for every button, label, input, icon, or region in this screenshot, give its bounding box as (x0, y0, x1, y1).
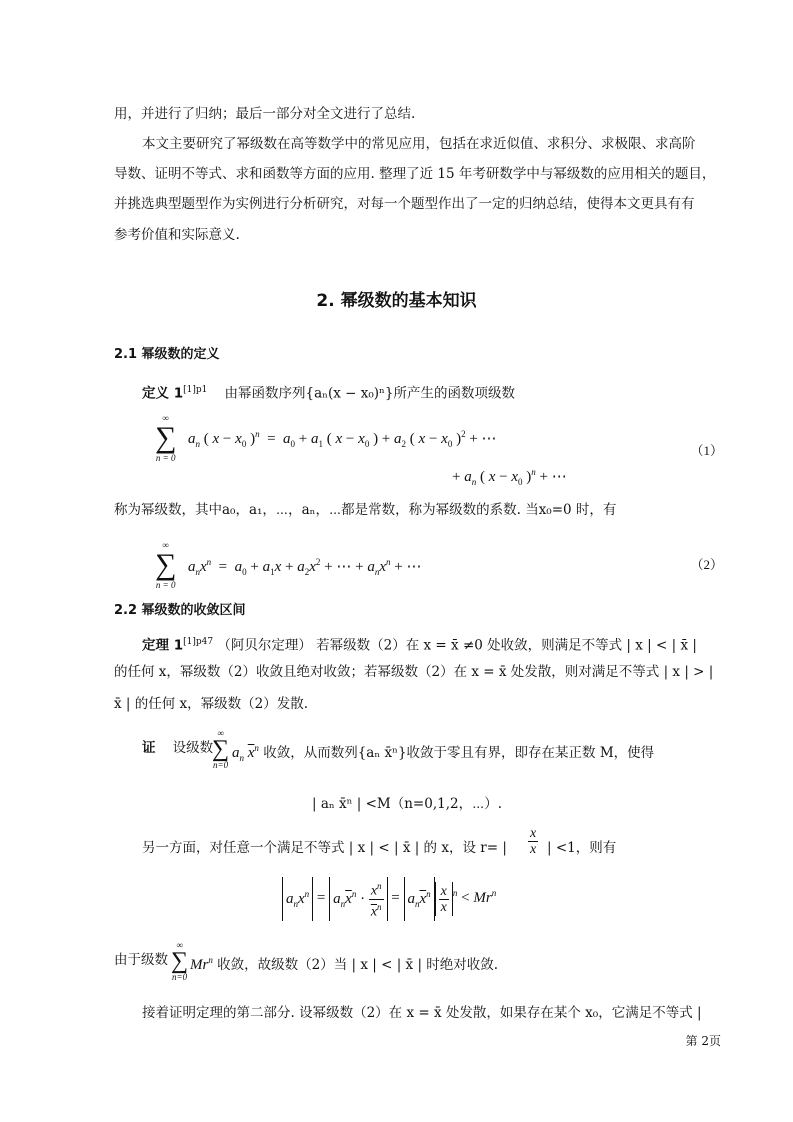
definition-line (142, 380, 515, 404)
sum-symbol: ∞ ∑ n = 0 (155, 413, 177, 463)
sum-symbol: ∞ ∑ n=0 (212, 728, 230, 770)
theorem-line (142, 632, 697, 656)
paragraph-text: 另一方面，对任意一个满足不等式 | x | < | x̄ | 的 x，设 r= | (142, 840, 507, 856)
bound-statement: | aₙ x̄ⁿ | <M（n=0,1,2，⋯）. (312, 796, 503, 812)
proof-text: $a_n$ $\overline{x}^n$ 收敛，从而数列{aₙ x̄ⁿ}收敛于零且有界，即存在某正数 M，使得 (232, 743, 655, 763)
section-title: 2. 幂级数的基本知识 (316, 291, 477, 311)
equation-number: （2） (690, 557, 723, 572)
equation-2: $a_nx^n = a_0 + a_1x + a_2x^2$ + ⋯ + $a_nx^n$ + ⋯ (188, 557, 422, 577)
equation-1-line-2: + $a_n$ ( $x - x_0$ )$^n$ + ⋯ (452, 467, 567, 487)
citation: [1]p1 (183, 385, 208, 395)
paragraph-text: 由于级数 (114, 952, 168, 968)
display-inequality: $a_nx^n = a_n\overline{x}^n$ · $\frac{x^n}{\overline{x}^n}$ = $a_n\overline{x}^n$ $\frac{x}{x}$ $^n < Mr^n$ (282, 875, 496, 921)
paragraph-text: 并挑选典型题型作为实例进行分析研究，对每一个题型作出了一定的归纳总结，使得本文更具有有 (114, 196, 695, 212)
paragraph-text: 本文主要研究了幂级数在高等数学中的常见应用，包括在求近似值、求积分、求极限、求高阶 (142, 136, 696, 152)
paragraph-text: Mr$^n$ 收敛，故级数（2）当 | x | < | x̄ | 时绝对收敛. (190, 955, 499, 973)
subsection-title: 2.1 幂级数的定义 (114, 347, 220, 362)
equation-number: （1） (690, 443, 723, 458)
paragraph-text: | <1，则有 (547, 840, 617, 856)
proof-text-cont: 收敛，从而数列{aₙ x̄ⁿ}收敛于零且有界，即存在某正数 M，使得 (263, 745, 655, 761)
proof-line (142, 738, 213, 758)
paragraph-text: 称为幂级数，其中a₀，a₁，⋯，aₙ，⋯都是常数，称为幂级数的系数. 当x₀=0 时，有 (114, 502, 617, 518)
equation-1-line-1: $a_n$ ( $x - x_0$ )$^n = a_0 + a_1$ ( $x - x_0$ ) + $a_2$ ( $x - x_0$ )$^2$ + ⋯ (188, 429, 497, 449)
proof-label: 证 (142, 740, 156, 756)
paragraph-text: 的任何 x，幂级数（2）收敛且绝对收敛；若幂级数（2）在 x = x̄ 处发散，则对满足不等式 | x | > | (114, 664, 714, 680)
subsection-title: 2.2 幂级数的收敛区间 (114, 603, 246, 618)
definition-label: 定义 1 (142, 385, 184, 402)
page-number: 第 2页 (685, 1034, 721, 1048)
proof-text: 设级数 (172, 740, 214, 756)
citation: [1]p47 (183, 637, 214, 647)
paragraph-text: x̄ | 的任何 x，幂级数（2）发散. (114, 696, 309, 712)
theorem-text: （阿贝尔定理） 若幂级数（2）在 x = x̄ ≠0 处收敛，则满足不等式 | x | < | x̄ | (217, 637, 697, 654)
paragraph-text: 接着证明定理的第二部分. 设幂级数（2）在 x = x̄ 处发散，如果存在某个 x₀，它满足不等式 | (142, 1005, 702, 1021)
sum-symbol: ∞ ∑ n=0 (171, 940, 189, 982)
sum-symbol: ∞ ∑ n = 0 (155, 540, 177, 590)
paragraph-text: 参考价值和实际意义. (114, 227, 240, 243)
paragraph-text: 用，并进行了归纳；最后一部分对全文进行了总结. (114, 106, 416, 122)
fraction-x-over-xbar: $\frac{x}{x}$ (530, 826, 537, 857)
definition-text: 由幂函数序列{aₙ(x − x₀)ⁿ}所产生的函数项级数 (224, 385, 515, 402)
theorem-label: 定理 1 (142, 637, 184, 654)
paragraph-text-cont: 收敛，故级数（2）当 | x | < | x̄ | 时绝对收敛. (217, 957, 499, 973)
paragraph-text: 导数、证明不等式、求和函数等方面的应用. 整理了近 15 年考研数学中与幂级数的应用相关的题目， (114, 166, 716, 182)
